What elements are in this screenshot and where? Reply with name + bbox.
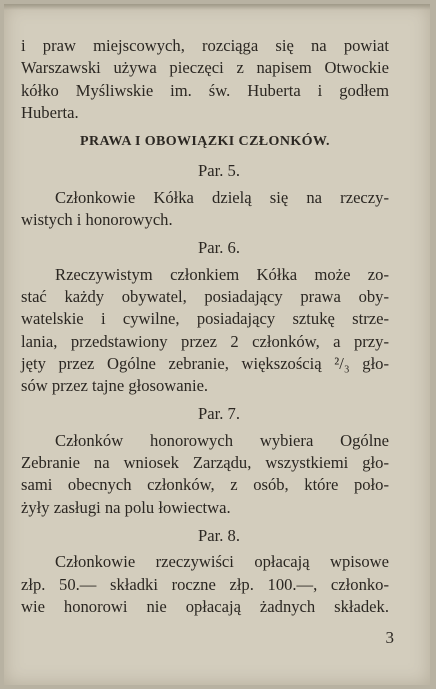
paragraph-8 [21,525,389,618]
intro-line: kółko Myśliwskie im. św. Huberta i godłem [21,80,389,100]
paragraph-line: Członków honorowych wybiera Ogólne [55,430,389,450]
paragraph-title: Par. 5. [198,161,240,181]
intro-line: i praw miejscowych, rozciąga się na powiat [21,36,389,55]
paragraph-line: Członkowie Kółka dzielą się na rzeczy- [55,187,389,207]
paragraph-title: Par. 7. [198,404,240,424]
paragraph-line: złp. 50.— składki roczne złp. 100.—, członko- [21,574,389,594]
paragraph-line: Rzeczywistym członkiem Kółka może zo- [55,264,389,284]
paragraph-line: watelskie i cywilne, posiadający sztukę strze- [21,309,389,329]
paragraph-title: Par. 8. [198,525,240,545]
intro-line: Huberta. [21,102,79,122]
paragraph-line: wie honorowi nie opłacają żadnych składek. [21,596,389,616]
paragraph-line: stać każdy obywatel, posiadający prawa oby- [21,286,389,306]
paragraph-title: Par. 6. [198,238,240,258]
paragraph-line: Członkowie rzeczywiści opłacają wpisowe [55,552,389,572]
page-top-edge [4,4,430,10]
paragraph-line: lania, przedstawiony przez 2 członków, a przy- [21,331,389,351]
paragraph-5 [21,160,389,231]
book-page [4,4,430,685]
page-text [21,35,389,624]
paragraph-line: sów przez tajne głosowanie. [21,376,209,396]
paragraph-line: wistych i honorowych. [21,210,173,230]
section-heading: PRAWA I OBOWIĄZKI CZŁONKÓW. [80,134,330,150]
page-number: 3 [385,628,394,647]
paragraph-line: żyły zasługi na polu łowiectwa. [21,497,231,517]
paragraph-6 [21,237,389,397]
paragraph-line: sami obecnych członków, z osób, które poło- [21,475,389,495]
intro-paragraph [21,35,389,124]
paragraph-line: jęty przez Ogólne zebranie, większością ²/₃ gło- [21,353,389,373]
intro-line: Warszawski używa pieczęci z napisem Otwockie [21,58,389,78]
paragraph-line: Zebranie na wniosek Zarządu, wszystkiemi gło- [21,453,389,473]
paragraph-7 [21,403,389,518]
